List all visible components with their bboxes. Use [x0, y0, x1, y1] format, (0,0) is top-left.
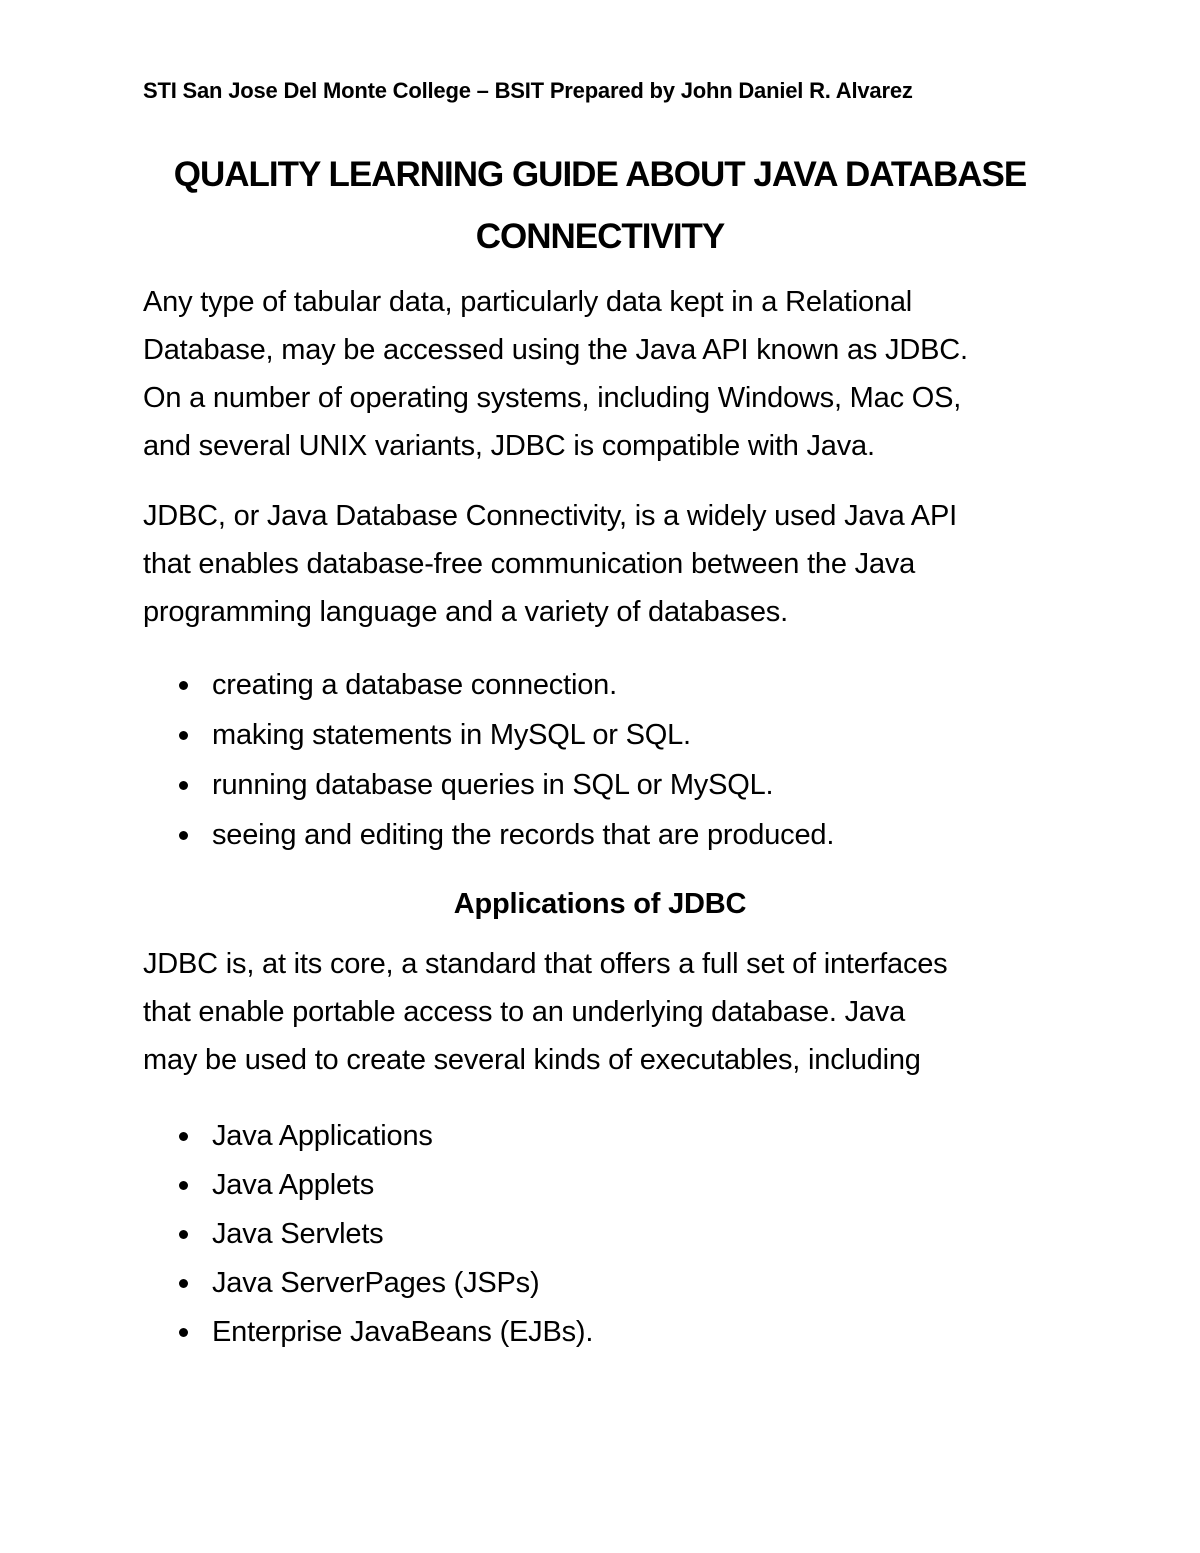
- jdbc-definition-paragraph: [143, 492, 1057, 636]
- definition-line: that enables database-free communication between the Java: [143, 548, 916, 580]
- applications-line: may be used to create several kinds of executables, including: [143, 1044, 921, 1076]
- applications-line: that enable portable access to an underlying database. Java: [143, 996, 906, 1028]
- document-title-line-1: QUALITY LEARNING GUIDE ABOUT JAVA DATABASE: [173, 155, 1027, 194]
- intro-paragraph: [143, 278, 1057, 470]
- definition-line: programming language and a variety of databases.: [143, 596, 788, 628]
- page-header: STI San Jose Del Monte College – BSIT Prepared by John Daniel R. Alvarez: [143, 78, 913, 103]
- applications-line: JDBC is, at its core, a standard that offers a full set of interfaces: [143, 948, 948, 980]
- list-item: making statements in MySQL or SQL.: [143, 710, 1057, 760]
- list-item: running database queries in SQL or MySQL.: [143, 760, 1057, 810]
- list-item: Java ServerPages (JSPs): [143, 1259, 1057, 1308]
- section-heading-applications: Applications of JDBC: [453, 888, 747, 920]
- intro-line: Database, may be accessed using the Java API known as JDBC.: [143, 334, 968, 366]
- list-item: Java Servlets: [143, 1210, 1057, 1259]
- intro-line: Any type of tabular data, particularly data kept in a Relational: [143, 286, 913, 318]
- applications-paragraph: [143, 940, 1057, 1084]
- list-item: seeing and editing the records that are produced.: [143, 810, 1057, 860]
- list-item: Java Applications: [143, 1112, 1057, 1161]
- intro-line: On a number of operating systems, including Windows, Mac OS,: [143, 382, 962, 414]
- document-title-line-2: CONNECTIVITY: [475, 217, 725, 256]
- list-item: creating a database connection.: [143, 660, 1057, 710]
- jdbc-tasks-list: [143, 660, 1057, 860]
- executables-list: [143, 1112, 1057, 1357]
- list-item: Java Applets: [143, 1161, 1057, 1210]
- definition-line: JDBC, or Java Database Connectivity, is a widely used Java API: [143, 500, 957, 532]
- document-title: [143, 144, 1057, 268]
- intro-line: and several UNIX variants, JDBC is compatible with Java.: [143, 430, 875, 462]
- list-item: Enterprise JavaBeans (EJBs).: [143, 1308, 1057, 1357]
